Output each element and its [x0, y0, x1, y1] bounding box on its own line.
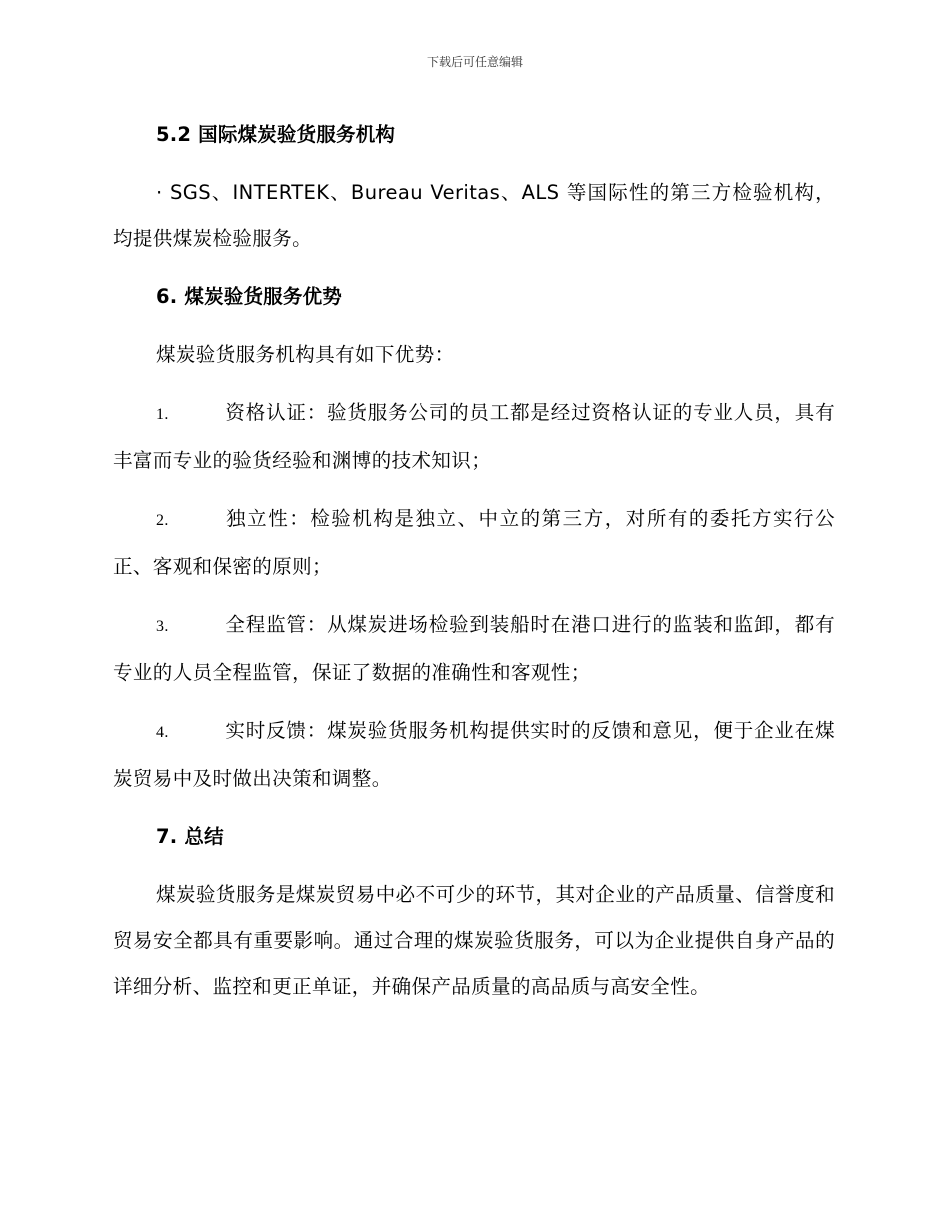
list-item [113, 602, 835, 696]
list-item-text: 独立性：检验机构是独立、中立的第三方，对所有的委托方实行公正、客观和保密的原则； [113, 507, 835, 578]
section-heading-7: 7. 总结 [156, 825, 224, 848]
paragraph-advantages-intro: 煤炭验货服务机构具有如下优势： [156, 343, 455, 366]
paragraph-international-agencies: · SGS、INTERTEK、Bureau Veritas、ALS 等国际性的第三方检验机构，均提供煤炭检验服务。 [113, 181, 835, 250]
list-number: 4. [156, 724, 169, 741]
list-item-text: 全程监管：从煤炭进场检验到装船时在港口进行的监装和监卸，都有专业的人员全程监管，保证了数据的准确性和客观性； [113, 613, 835, 684]
list-item [113, 708, 835, 802]
document-body [113, 112, 835, 1022]
list-number: 3. [156, 618, 169, 635]
list-number: 1. [156, 406, 169, 423]
list-item-text: 资格认证：验货服务公司的员工都是经过资格认证的专业人员，具有丰富而专业的验货经验和渊博的技术知识； [113, 401, 835, 472]
list-item [113, 390, 835, 484]
page-header: 下载后可任意编辑 [426, 55, 523, 69]
list-item-text: 实时反馈：煤炭验货服务机构提供实时的反馈和意见，便于企业在煤炭贸易中及时做出决策和调整。 [113, 719, 835, 790]
section-heading-5-2: 5.2 国际煤炭验货服务机构 [156, 123, 396, 146]
list-number: 2. [156, 512, 169, 529]
paragraph-summary: 煤炭验货服务是煤炭贸易中必不可少的环节，其对企业的产品质量、信誉度和贸易安全都具有重要影响。通过合理的煤炭验货服务，可以为企业提供自身产品的详细分析、监控和更正单证，并确保产品质量的高品质与高安全性。 [113, 883, 835, 998]
list-item [113, 496, 835, 590]
section-heading-6: 6. 煤炭验货服务优势 [156, 285, 342, 308]
